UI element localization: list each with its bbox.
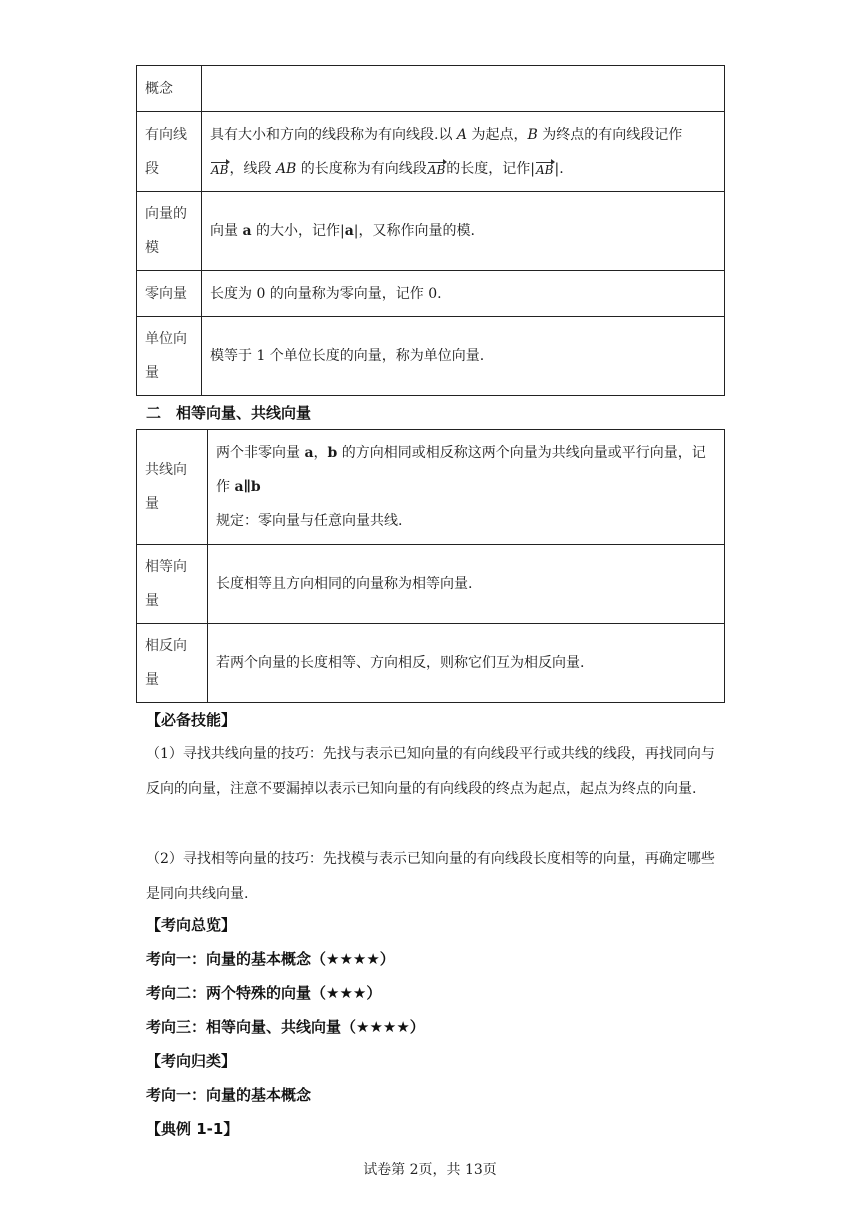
skills-title: 【必备技能】: [146, 711, 237, 729]
def-collinear-vector: 两个非零向量 a，b 的方向相同或相反称这两个向量为共线向量或平行向量，记作 a∥b 规定：零向量与任意向量共线.: [208, 430, 725, 545]
example-label: 【典例 1-1】: [146, 1120, 239, 1138]
term-zero-vector: 零向量: [137, 271, 202, 317]
term-collinear-vector: 共线向量: [137, 430, 208, 545]
section-2-title: 二 相等向量、共线向量: [146, 404, 312, 422]
skills-paragraph-2: （2）寻找相等向量的技巧：先找模与表示已知向量的有向线段长度相等的向量，再确定哪些是同向共线向量.: [146, 851, 715, 902]
table-header-def: [202, 66, 725, 112]
def-equal-vector: 长度相等且方向相同的向量称为相等向量.: [208, 545, 725, 624]
overview-block: [146, 908, 746, 1146]
table-row: [137, 545, 725, 624]
category-title: 【考向归类】: [146, 1052, 237, 1070]
concept-table: [136, 65, 725, 396]
equal-collinear-table: [136, 429, 725, 703]
term-equal-vector: 相等向量: [137, 545, 208, 624]
vector-ab-symbol: AB: [536, 162, 554, 177]
vector-ab-symbol: AB: [427, 162, 446, 177]
skills-heading-block: [146, 703, 746, 737]
overview-item: 考向二：两个特殊的向量（★★★）: [146, 984, 382, 1002]
term-opposite-vector: 相反向量: [137, 624, 208, 703]
collinear-rule: 规定：零向量与任意向量共线.: [216, 513, 403, 529]
table-row: [137, 624, 725, 703]
term-directed-segment: 有向线段: [137, 112, 202, 192]
category-first: 考向一：向量的基本概念: [146, 1086, 312, 1104]
vector-ab-symbol: AB: [211, 162, 229, 177]
def-modulus: 向量 a 的大小，记作|a|，又称作向量的模.: [202, 192, 725, 271]
table-row: [137, 66, 725, 112]
overview-title: 【考向总览】: [146, 916, 237, 934]
table-row: [137, 430, 725, 545]
table-header-term: 概念: [137, 66, 202, 112]
def-unit-vector: 模等于 1 个单位长度的向量，称为单位向量.: [202, 317, 725, 396]
def-opposite-vector: 若两个向量的长度相等、方向相反，则称它们互为相反向量.: [208, 624, 725, 703]
overview-item: 考向一：向量的基本概念（★★★★）: [146, 950, 395, 968]
def-zero-vector: 长度为 0 的向量称为零向量，记作 0.: [202, 271, 725, 317]
def-directed-segment: 具有大小和方向的线段称为有向线段.以 A 为起点，B 为终点的有向线段记作 AB，线段 AB 的长度称为有向线段AB的长度，记作|AB|.: [202, 112, 725, 192]
table-row: [137, 112, 725, 192]
table-row: [137, 317, 725, 396]
term-unit-vector: 单位向量: [137, 317, 202, 396]
table-row: [137, 271, 725, 317]
skills-paragraph-1: （1）寻找共线向量的技巧：先找与表示已知向量的有向线段平行或共线的线段，再找同向与反向的向量，注意不要漏掉以表示已知向量的有向线段的终点为起点，起点为终点的向量.: [146, 746, 715, 797]
page-footer: 试卷第 2页，共 13页: [363, 1162, 497, 1178]
term-modulus: 向量的模: [137, 192, 202, 271]
overview-item: 考向三：相等向量、共线向量（★★★★）: [146, 1018, 425, 1036]
table-row: [137, 192, 725, 271]
